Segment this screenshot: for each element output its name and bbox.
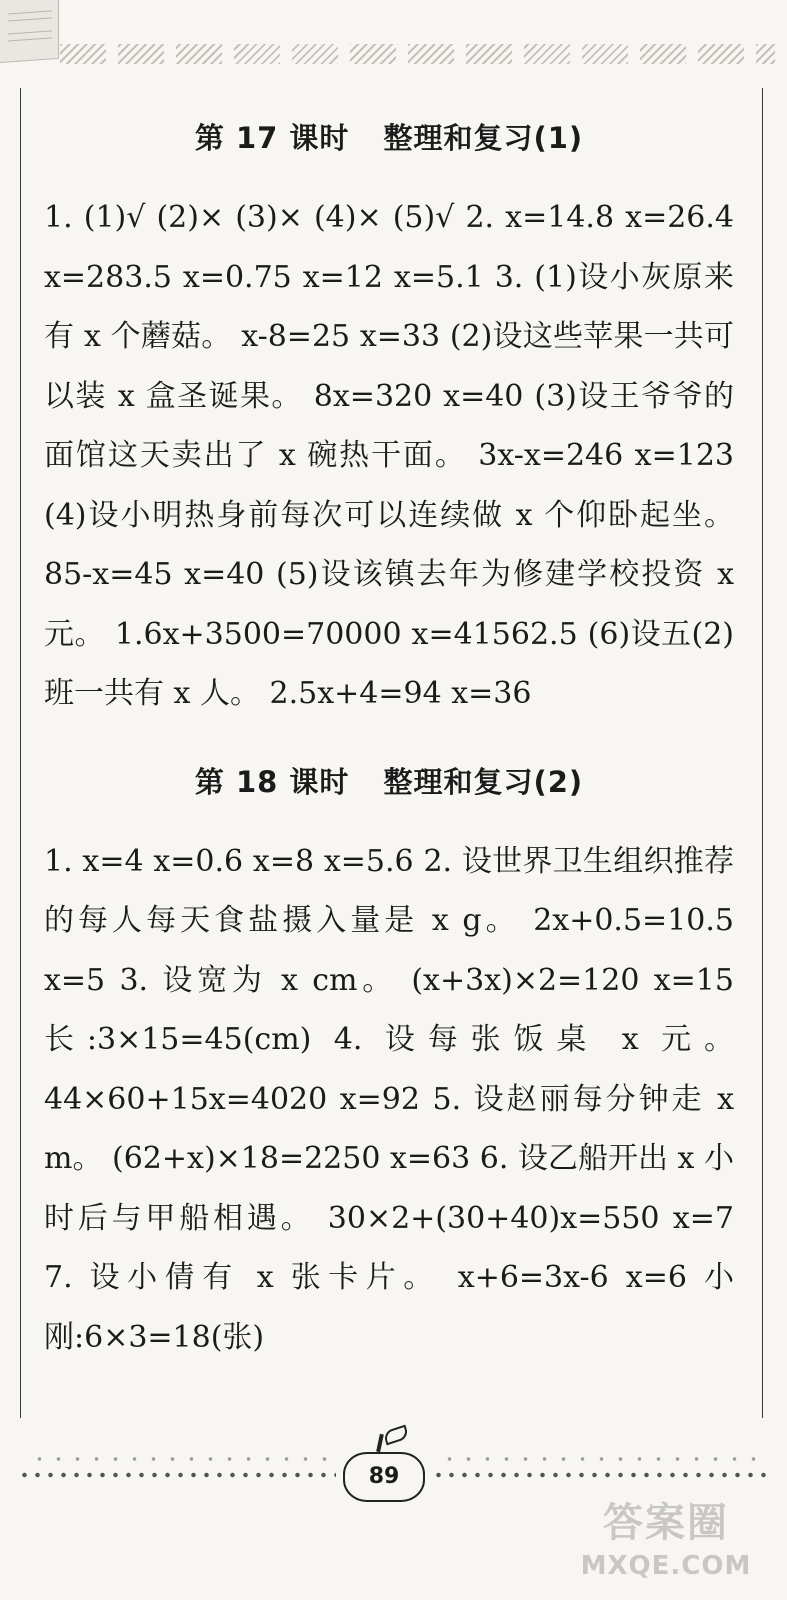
section-title	[44, 762, 734, 802]
section-title-lesson: 第 18 课时	[194, 764, 350, 799]
section-title-topic: 整理和复习(2)	[383, 764, 584, 799]
answer-paragraph: 1. x=4 x=0.6 x=8 x=5.6 2. 设世界卫生组织推荐的每人每天食盐摄入量是 x g。 2x+0.5=10.5 x=5 3. 设宽为 x cm。 (x+3x)×2=120 x=15 长:3×15=45(cm) 4. 设每张饭桌 x 元。 44×60+15x=4020 x=92 5. 设赵丽每分钟走 x m。 (62+x)×18=2250 x=63 6. 设乙船开出 x 小时后与甲船相遇。 30×2+(30+40)x=550 x=7 7. 设小倩有 x 张卡片。 x+6=3x-6 x=6 小刚:6×3=18(张)	[44, 843, 734, 1355]
dotted-border-decoration	[30, 1456, 330, 1462]
lesson-18-section	[44, 762, 734, 1368]
section-title-topic: 整理和复习(1)	[383, 121, 584, 155]
page-header	[0, 0, 787, 80]
hatched-band-decoration	[60, 44, 775, 64]
corner-stamp-icon	[0, 0, 59, 63]
section-title	[44, 118, 734, 158]
section-title-lesson: 第 17 课时	[194, 121, 350, 155]
site-watermark	[556, 1500, 776, 1596]
dotted-border-decoration	[440, 1456, 760, 1462]
watermark-logo-text: 答案圈	[603, 1500, 729, 1546]
dotted-border-decoration	[18, 1470, 336, 1480]
watermark-url: MXQE.COM	[580, 1551, 752, 1581]
page-number: 89	[343, 1452, 425, 1502]
dotted-border-decoration	[432, 1470, 772, 1480]
answer-paragraph: 1. (1)√ (2)× (3)× (4)× (5)√ 2. x=14.8 x=26.4 x=283.5 x=0.75 x=12 x=5.1 3. (1)设小灰原来有 x 个蘑菇。 x-8=25 x=33 (2)设这些苹果一共可以装 x 盒圣诞果。 8x=320 x=40 (3)设王爷爷的面馆这天卖出了 x 碗热干面。 3x-x=246 x=123 (4)设小明热身前每次可以连续做 x 个仰卧起坐。 85-x=45 x=40 (5)设该镇去年为修建学校投资 x 元。 1.6x+3500=70000 x=41562.5 (6)设五(2)班一共有 x 人。 2.5x+4=94 x=36	[44, 200, 734, 711]
apple-stem-icon	[376, 1434, 384, 1452]
answer-content	[44, 118, 734, 1367]
apple-leaf-icon	[382, 1425, 409, 1446]
left-margin-rule	[20, 88, 21, 1418]
lesson-17-section	[44, 118, 734, 724]
right-margin-rule	[762, 88, 763, 1418]
